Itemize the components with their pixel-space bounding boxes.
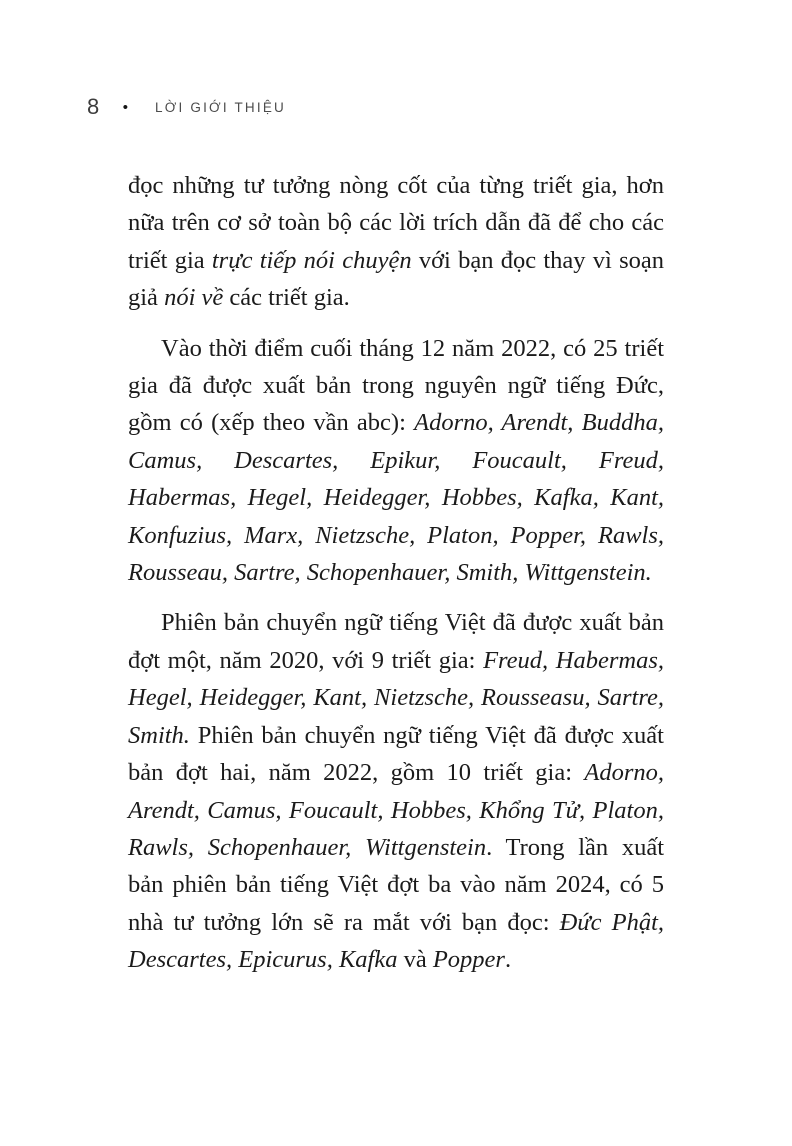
italic-text-run: Popper bbox=[432, 946, 505, 974]
text-run: . Trong lần xuất bản phiên bản tiếng Việt đợt ba vào năm 2024, có 5 nhà tư tưởng lớn sẽ ra mắt với bạn đọc: bbox=[128, 833, 664, 936]
text-run: . bbox=[504, 946, 512, 974]
page-number: 8 bbox=[87, 94, 100, 119]
bullet-separator: • bbox=[122, 98, 129, 116]
text-run: Phiên bản chuyển ngữ tiếng Việt đã được xuất bản đợt một, năm 2020, với 9 triết gia: bbox=[128, 609, 664, 674]
page-header bbox=[87, 94, 286, 120]
paragraph bbox=[128, 604, 664, 978]
italic-text-run: Freud, Habermas, Hegel, Heidegger, Kant, Nietzsche, Rousseasu, Sartre, Smith. bbox=[128, 646, 665, 749]
page-body bbox=[128, 167, 664, 992]
paragraph bbox=[128, 167, 664, 317]
text-run: và bbox=[397, 946, 433, 974]
italic-text-run: Adorno, Arendt, Buddha, Camus, Descartes, Epikur, Foucault, Freud, Habermas, Hegel, Heidegger, Hobbes, Kafka, Kant, Konfuzius, Marx, Nietzsche, Platon, Popper, Rawls, Rousseau, Sartre, Schopenhauer, Smith, Wittgenstein. bbox=[128, 409, 665, 587]
italic-text-run: nói về bbox=[164, 284, 224, 312]
italic-text-run: Adorno, Arendt, Camus, Foucault, Hobbes, Khổng Tử, Platon, Rawls, Schopenhauer, Wittgenstein bbox=[128, 759, 664, 861]
text-run: Vào thời điểm cuối tháng 12 năm 2022, có 25 triết gia đã được xuất bản trong nguyên ngữ tiếng Đức, gồm có (xếp theo vần abc): bbox=[128, 334, 664, 437]
italic-text-run: trực tiếp nói chuyện bbox=[211, 246, 412, 274]
text-run: với bạn đọc thay vì soạn giả bbox=[128, 246, 664, 312]
italic-text-run: Đức Phật, Descartes, Epicurus, Kafka bbox=[128, 908, 665, 974]
running-head-title: LỜI GIỚI THIỆU bbox=[155, 99, 286, 115]
text-run: đọc những tư tưởng nòng cốt của từng triết gia, hơn nữa trên cơ sở toàn bộ các lời trích dẫn đã để cho các triết gia bbox=[128, 172, 664, 274]
paragraph bbox=[128, 330, 664, 592]
text-run: Phiên bản chuyển ngữ tiếng Việt đã được xuất bản đợt hai, năm 2022, gồm 10 triết gia: bbox=[128, 721, 664, 787]
text-run: các triết gia. bbox=[223, 284, 350, 312]
